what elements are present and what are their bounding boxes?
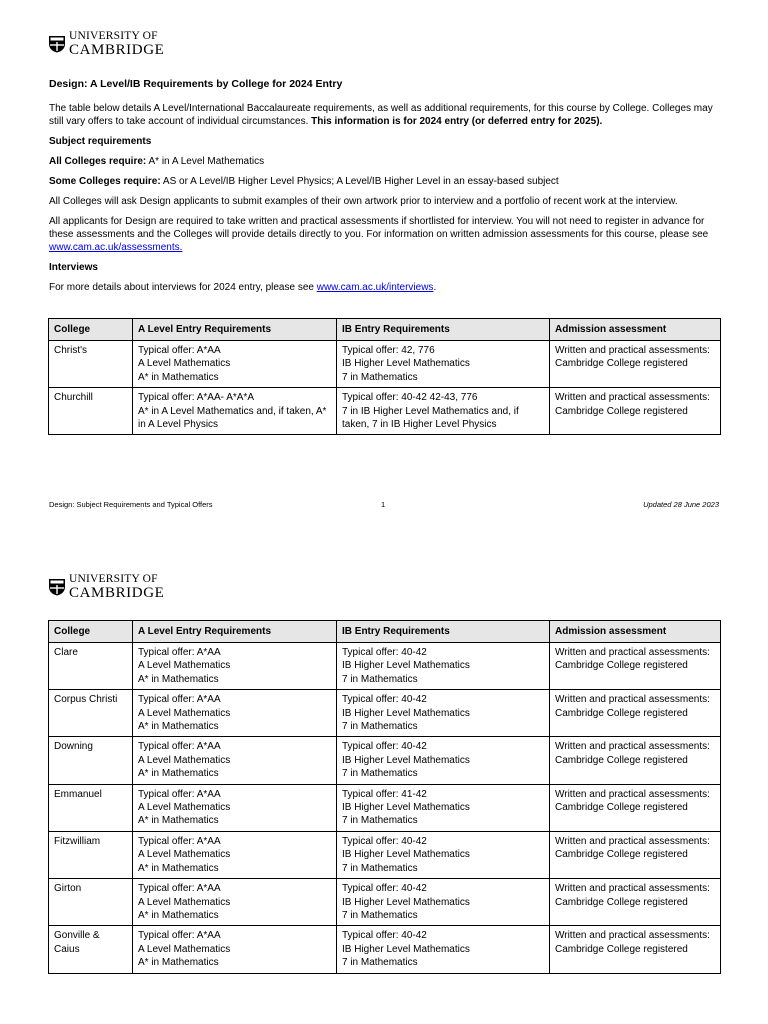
cell-alevel [133,388,337,435]
cell-alevel-line: A* in Mathematics [138,673,219,685]
cell-ib-line: 7 in Mathematics [342,721,418,733]
artwork-paragraph: All Colleges will ask Design applicants to submit examples of their own artwork prior to interview and a portfolio of recent work at the interview. [49,196,678,207]
table-row [49,926,721,973]
cell-ib-line: 7 in IB Higher Level Mathematics and, if [342,405,519,417]
cell-college: Gonville & Caius [49,926,133,973]
cell-college: Christ's [49,341,133,388]
cell-alevel-line: A Level Mathematics [138,896,231,908]
cell-ib-line: Typical offer: 42, 776 [342,345,435,356]
cell-assessment-line: Written and practical assessments: [555,647,710,658]
page-title: Design: A Level/IB Requirements by College for 2024 Entry [49,78,343,90]
cell-college: Clare [49,643,133,690]
cell-assessment-line: Written and practical assessments: [555,883,710,895]
cell-college: Churchill [49,388,133,435]
cell-college: Downing [49,737,133,784]
cell-assessment-line: Written and practical assessments: [555,788,710,800]
footer-updated: Updated 28 June 2023 [643,500,719,509]
subject-heading: Subject requirements [49,136,152,147]
header-alevel: A Level Entry Requirements [133,621,337,643]
header-assessment: Admission assessment [550,621,721,643]
cell-alevel [133,341,337,388]
footer-left: Design: Subject Requirements and Typical Offers [49,500,213,509]
cell-ib-line: Typical offer: 40-42 [342,930,427,942]
requirements-table-1 [48,318,721,435]
cell-alevel-line: A Level Mathematics [138,754,231,766]
cell-alevel-line: A* in Mathematics [138,768,219,780]
some-colleges-text: AS or A Level/IB Higher Level Physics; A Level/IB Higher Level in an essay-based subject [160,176,559,187]
cell-ib [337,784,550,831]
cell-ib-line: 7 in Mathematics [342,768,418,780]
cell-ib-line: 7 in Mathematics [342,862,418,874]
cell-alevel-line: A* in Mathematics [138,957,219,969]
cell-assessment-line: Cambridge College registered [555,707,688,719]
cell-ib-line: Typical offer: 40-42 [342,835,427,847]
cell-ib [337,341,550,388]
cell-ib [337,690,550,737]
cell-ib-line: 7 in Mathematics [342,909,418,921]
cell-assessment-line: Cambridge College registered [555,802,688,814]
table-header-row [49,621,721,643]
table-row [49,831,721,878]
cell-assessment-line: Cambridge College registered [555,660,688,672]
cell-alevel-line: A Level Mathematics [138,802,231,814]
cell-ib-line: Typical offer: 40-42 42-43, 776 [342,392,478,404]
cell-alevel-line: Typical offer: A*AA- A*A*A [138,392,254,404]
university-logo [48,31,164,58]
cell-alevel [133,784,337,831]
cell-assessment [550,784,721,831]
cell-ib-line: IB Higher Level Mathematics [342,849,470,861]
cell-alevel-line: Typical offer: A*AA [138,647,221,658]
table-row [49,341,721,388]
cell-alevel-line: Typical offer: A*AA [138,694,221,706]
cell-ib-line: IB Higher Level Mathematics [342,896,470,908]
logo-line1: UNIVERSITY OF [69,30,158,42]
cell-assessment-line: Cambridge College registered [555,754,688,766]
cell-alevel-line: Typical offer: A*AA [138,883,221,895]
cell-alevel [133,831,337,878]
cell-assessment [550,737,721,784]
header-ib: IB Entry Requirements [337,319,550,341]
cell-assessment [550,926,721,973]
cell-alevel-line: A* in Mathematics [138,721,219,733]
cell-ib-line: IB Higher Level Mathematics [342,707,470,719]
cell-alevel-line: A Level Mathematics [138,849,231,861]
cell-college: Emmanuel [49,784,133,831]
cell-college: Corpus Christi [49,690,133,737]
cell-ib-line: 7 in Mathematics [342,673,418,685]
all-colleges-line [49,155,724,168]
page-footer [49,500,719,509]
header-college: College [49,621,133,643]
logo-line2: CAMBRIDGE [69,41,165,58]
cell-ib-line: Typical offer: 40-42 [342,647,427,658]
cell-alevel-line: A Level Mathematics [138,707,231,719]
cell-ib-line: Typical offer: 40-42 [342,741,427,753]
cell-assessment [550,388,721,435]
cell-ib-line: IB Higher Level Mathematics [342,943,470,955]
cell-alevel-line: Typical offer: A*AA [138,930,221,942]
cell-ib-line: Typical offer: 40-42 [342,694,427,706]
table-row [49,737,721,784]
cell-assessment [550,643,721,690]
cell-alevel [133,926,337,973]
table-row [49,879,721,926]
cell-ib-line: 7 in Mathematics [342,957,418,969]
cell-assessment-line: Cambridge College registered [555,849,688,861]
cell-alevel-line: Typical offer: A*AA [138,345,221,356]
cell-alevel-line: A* in Mathematics [138,909,219,921]
cell-ib-line: 7 in Mathematics [342,371,418,383]
cell-ib [337,831,550,878]
cell-assessment [550,879,721,926]
cell-assessment-line: Written and practical assessments: [555,835,710,847]
cell-assessment-line: Cambridge College registered [555,358,688,370]
cell-ib [337,879,550,926]
cell-ib [337,737,550,784]
interviews-heading: Interviews [49,262,98,273]
assessment-paragraph [49,215,724,254]
cell-ib [337,388,550,435]
cell-assessment [550,341,721,388]
table-row [49,643,721,690]
cell-alevel-line: Typical offer: A*AA [138,741,221,753]
header-ib: IB Entry Requirements [337,621,550,643]
table-row [49,690,721,737]
cell-alevel [133,879,337,926]
cell-alevel-line: Typical offer: A*AA [138,835,221,847]
requirements-table-2 [48,620,721,974]
cell-assessment-line: Written and practical assessments: [555,392,710,404]
cell-assessment-line: Written and practical assessments: [555,694,710,706]
cell-alevel-line: in A Level Physics [138,419,219,431]
cell-alevel [133,690,337,737]
table-row [49,388,721,435]
cell-alevel-line: A* in A Level Mathematics and, if taken, A* [138,405,327,417]
cell-ib-line: Typical offer: 40-42 [342,883,427,895]
cell-assessment-line: Cambridge College registered [555,943,688,955]
cell-assessment-line: Cambridge College registered [555,405,688,417]
intro-text: The table below details A Level/International Baccalaureate requirements, as well as additional requirements, for this course by College. Colleges may still vary offers to take account of individual circumstances. [49,103,713,127]
cell-college: Girton [49,879,133,926]
assessments-link[interactable]: www.cam.ac.uk/assessments. [49,242,183,253]
cell-alevel [133,643,337,690]
intro-section [49,78,724,294]
cell-alevel-line: A Level Mathematics [138,660,231,672]
table-row [49,784,721,831]
cell-alevel-line: A* in Mathematics [138,862,219,874]
some-colleges-line [49,175,724,188]
logo-line1: UNIVERSITY OF [69,573,158,585]
university-logo-2 [48,574,164,601]
cell-alevel [133,737,337,784]
all-colleges-label: All Colleges require: [49,156,147,167]
cell-ib [337,643,550,690]
cell-alevel-line: A* in Mathematics [138,371,219,383]
cell-ib-line: taken, 7 in IB Higher Level Physics [342,419,497,431]
cell-assessment-line: Cambridge College registered [555,896,688,908]
intro-bold: This information is for 2024 entry (or deferred entry for 2025). [308,116,603,127]
header-assessment: Admission assessment [550,319,721,341]
footer-page-number: 1 [381,500,386,509]
header-alevel: A Level Entry Requirements [133,319,337,341]
intro-paragraph [49,102,724,128]
table-header-row [49,319,721,341]
cell-ib-line: 7 in Mathematics [342,815,418,827]
logo-line2: CAMBRIDGE [69,584,165,601]
crest-icon [48,35,66,53]
crest-icon [48,578,66,596]
cell-alevel-line: Typical offer: A*AA [138,788,221,800]
cell-alevel-line: A* in Mathematics [138,815,219,827]
interviews-paragraph: For more details about interviews for 2024 entry, please see www.cam.ac.uk/interviews. [49,282,437,293]
header-college: College [49,319,133,341]
cell-assessment-line: Written and practical assessments: [555,930,710,942]
some-colleges-label: Some Colleges require: [49,176,161,187]
interviews-text: For more details about interviews for 2024 entry, please see [49,282,317,293]
cell-assessment-line: Written and practical assessments: [555,345,710,356]
cell-ib-line: Typical offer: 41-42 [342,788,427,800]
assessment-text: All applicants for Design are required to take written and practical assessments if shortlisted for interview. You will not need to register in advance for these assessments and the Colleges will provide details directly to you. For information on written admission assessments for this course, please see [49,216,709,240]
cell-assessment [550,831,721,878]
cell-assessment-line: Written and practical assessments: [555,741,710,753]
cell-ib-line: IB Higher Level Mathematics [342,802,470,814]
cell-ib-line: IB Higher Level Mathematics [342,660,470,672]
cell-alevel-line: A Level Mathematics [138,358,231,370]
cell-assessment [550,690,721,737]
all-colleges-text: A* in A Level Mathematics [146,156,265,167]
cell-ib [337,926,550,973]
cell-college: Fitzwilliam [49,831,133,878]
cell-alevel-line: A Level Mathematics [138,943,231,955]
interviews-link[interactable]: www.cam.ac.uk/interviews [316,282,434,293]
cell-ib-line: IB Higher Level Mathematics [342,358,470,370]
cell-ib-line: IB Higher Level Mathematics [342,754,470,766]
